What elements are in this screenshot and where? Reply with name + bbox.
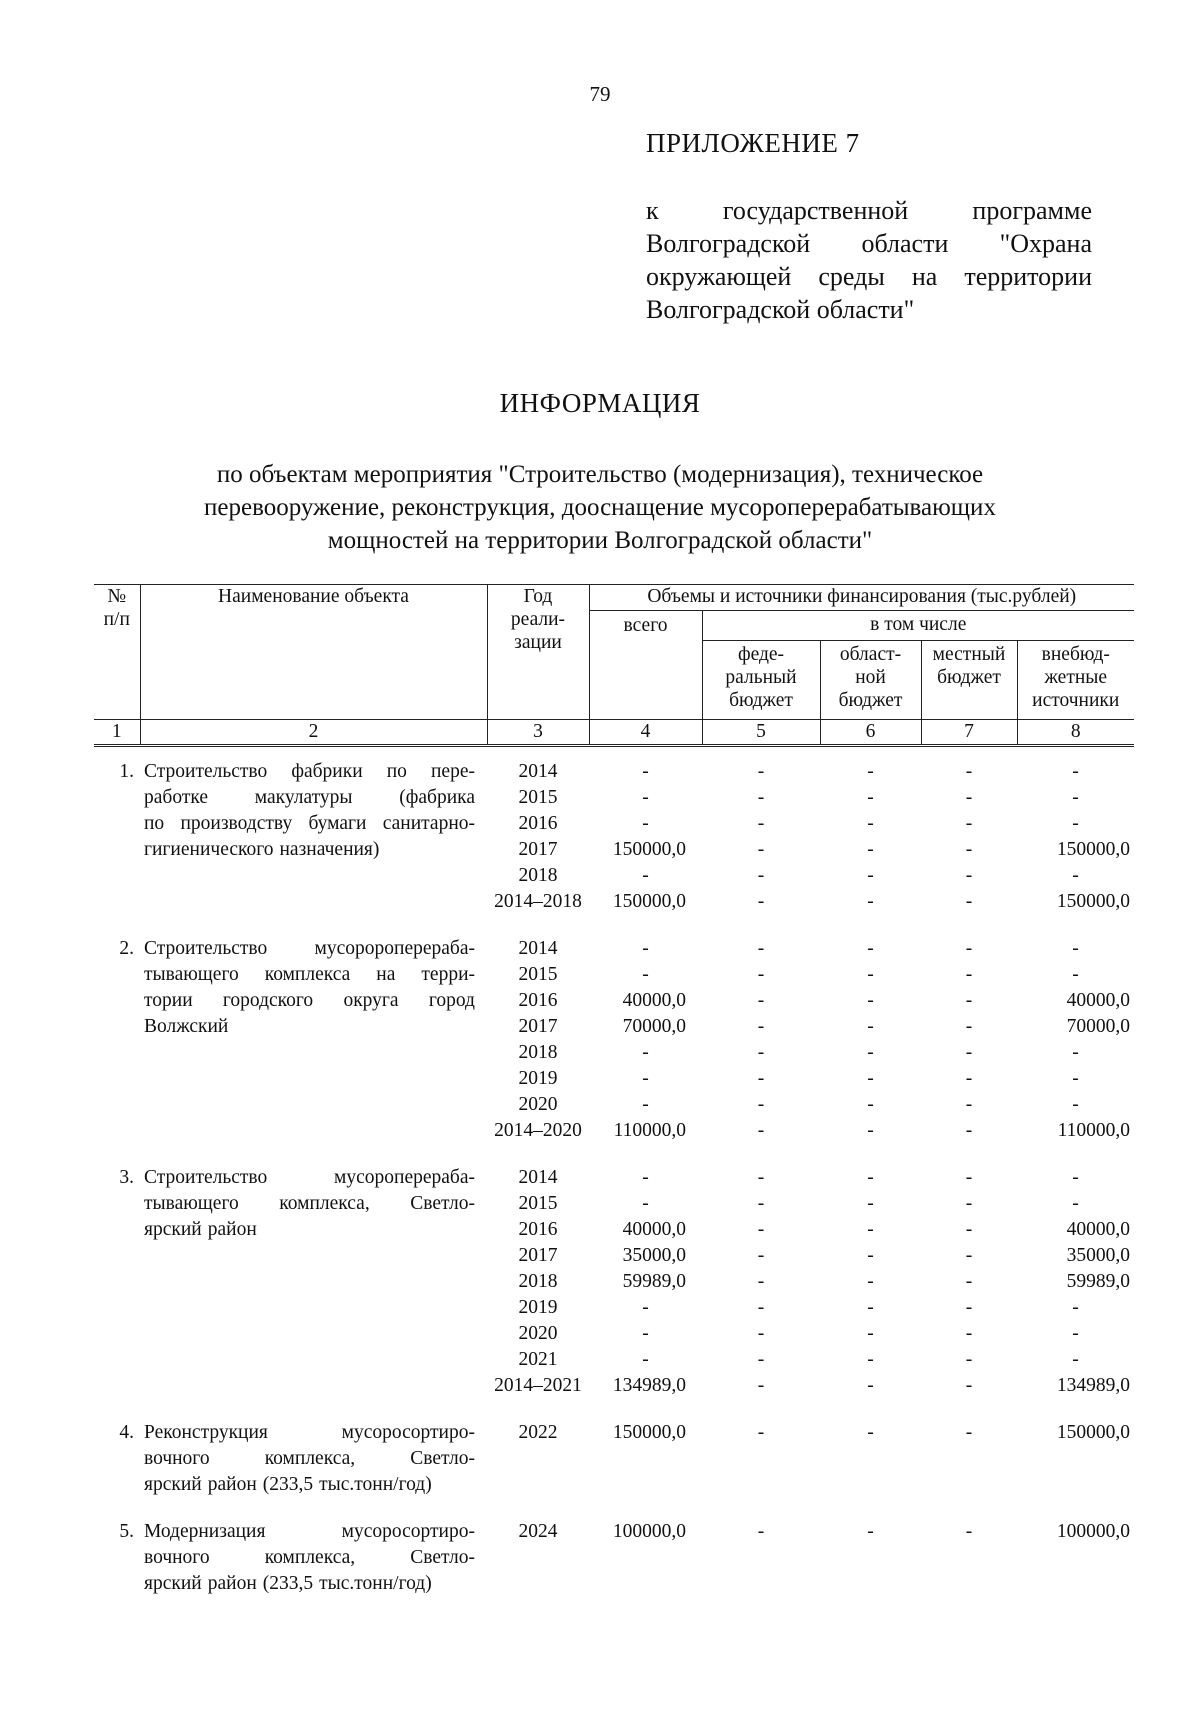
subtitle-line: по объектам мероприятия "Строительство (модернизация), техническое <box>216 461 984 488</box>
cell-local: - <box>965 1068 973 1089</box>
header-regional: област- ной бюджет <box>820 641 921 720</box>
column-number: 2 <box>140 720 487 746</box>
cell-total <box>589 1472 702 1498</box>
cell-regional: - <box>867 1297 874 1318</box>
cell-year: 2015 <box>518 1193 558 1214</box>
column-number: 8 <box>1017 720 1134 746</box>
cell-extra: - <box>1072 1193 1079 1214</box>
spacer-row <box>94 1399 1134 1420</box>
cell-year: 2014 <box>518 761 558 782</box>
cell-extra: - <box>1072 1167 1079 1188</box>
table-row <box>94 936 1134 962</box>
cell-local: - <box>965 1219 973 1240</box>
cell-total: - <box>642 865 649 886</box>
cell-total: - <box>642 1193 649 1214</box>
cell-extra <box>1017 1571 1134 1597</box>
table-row <box>94 1519 1134 1545</box>
cell-regional: - <box>867 938 874 959</box>
cell-local: - <box>965 813 973 834</box>
cell-federal: - <box>757 1422 765 1443</box>
cell-regional: - <box>867 891 874 912</box>
object-name-line: тории городского округа город <box>144 990 475 1011</box>
cell-year: 2015 <box>518 787 558 808</box>
cell-regional: - <box>867 1323 874 1344</box>
spacer-cell <box>94 1144 1134 1165</box>
cell-year: 2014 <box>518 938 558 959</box>
addressee-line: окружающей среды на территории <box>646 262 1092 291</box>
cell-local: - <box>965 1016 973 1037</box>
object-number: 4. <box>119 1422 134 1443</box>
addressee-line: Волгоградской области "Охрана <box>646 229 1092 258</box>
cell-local: - <box>965 1375 973 1396</box>
cell-extra: - <box>1072 761 1079 782</box>
cell-total: - <box>642 1068 649 1089</box>
cell-local: - <box>965 1422 973 1443</box>
cell-regional <box>820 1545 921 1571</box>
cell-year: 2017 <box>518 839 558 860</box>
cell-local <box>921 1472 1017 1498</box>
cell-total: - <box>642 787 649 808</box>
cell-year: 2020 <box>518 1094 558 1115</box>
cell-regional: - <box>867 1219 874 1240</box>
cell-year <box>487 1446 589 1472</box>
appendix-title: ПРИЛОЖЕНИЕ 7 <box>646 128 860 158</box>
cell-extra: 134989,0 <box>1056 1375 1130 1396</box>
column-number: 7 <box>921 720 1017 746</box>
cell-regional: - <box>867 787 874 808</box>
cell-regional: - <box>867 1094 874 1115</box>
object-name-line: работке макулатуры (фабрика <box>144 787 475 808</box>
funding-table <box>94 584 1134 1597</box>
cell-year: 2014–2018 <box>494 891 582 912</box>
cell-year: 2015 <box>518 964 558 985</box>
cell-extra: - <box>1072 964 1079 985</box>
cell-federal: - <box>757 891 765 912</box>
object-name-line: тывающего комплекса на терри- <box>144 964 475 985</box>
object-name-line: Строительство мусоророперераба- <box>144 938 475 959</box>
cell-extra: - <box>1072 813 1079 834</box>
cell-year: 2017 <box>518 1016 558 1037</box>
column-number: 6 <box>820 720 921 746</box>
cell-extra: 70000,0 <box>1066 1016 1130 1037</box>
column-number: 1 <box>94 720 140 746</box>
header-federal: феде- ральный бюджет <box>702 641 820 720</box>
cell-year: 2017 <box>518 1245 558 1266</box>
cell-extra: - <box>1072 1297 1079 1318</box>
cell-year: 2024 <box>518 1521 558 1542</box>
cell-federal <box>702 1472 820 1498</box>
cell-year: 2020 <box>518 1323 558 1344</box>
spacer-cell <box>94 746 1134 760</box>
cell-extra <box>1017 1446 1134 1472</box>
cell-total: - <box>642 1042 649 1063</box>
cell-total: - <box>642 1297 649 1318</box>
object-number: 5. <box>119 1521 134 1542</box>
header-extra: внебюд- жетные источники <box>1017 641 1134 720</box>
column-number: 4 <box>589 720 702 746</box>
cell-year: 2016 <box>518 813 558 834</box>
spacer-cell <box>94 1498 1134 1519</box>
cell-year: 2018 <box>518 865 558 886</box>
cell-local: - <box>965 1167 973 1188</box>
spacer-cell <box>94 1399 1134 1420</box>
document-subtitle <box>100 458 1100 557</box>
cell-federal: - <box>757 1349 765 1370</box>
cell-local: - <box>965 891 973 912</box>
cell-total: - <box>642 1094 649 1115</box>
object-name-line: Строительство мусороперераба- <box>144 1167 475 1188</box>
cell-federal: - <box>757 1219 765 1240</box>
cell-total: - <box>642 964 649 985</box>
cell-total: 35000,0 <box>622 1245 686 1266</box>
cell-extra: 110000,0 <box>1057 1120 1130 1141</box>
cell-regional: - <box>867 839 874 860</box>
table-body <box>94 746 1134 1598</box>
object-name <box>140 1420 487 1498</box>
cell-extra: 150000,0 <box>1056 891 1130 912</box>
cell-regional: - <box>867 1167 874 1188</box>
cell-federal <box>702 1571 820 1597</box>
cell-total: - <box>642 761 649 782</box>
cell-total: 134989,0 <box>612 1375 686 1396</box>
cell-extra: - <box>1072 1323 1079 1344</box>
spacer-row <box>94 746 1134 760</box>
cell-total: 100000,0 <box>612 1521 686 1542</box>
cell-regional: - <box>867 1042 874 1063</box>
cell-local: - <box>965 938 973 959</box>
cell-total: - <box>642 938 649 959</box>
page-number: 79 <box>589 82 611 106</box>
cell-federal: - <box>757 787 765 808</box>
cell-regional: - <box>867 761 874 782</box>
cell-federal: - <box>757 839 765 860</box>
cell-local: - <box>965 964 973 985</box>
cell-year: 2014–2020 <box>494 1120 582 1141</box>
cell-federal: - <box>757 1193 765 1214</box>
cell-federal: - <box>757 1245 765 1266</box>
cell-federal: - <box>757 1375 765 1396</box>
cell-total <box>589 1545 702 1571</box>
cell-regional: - <box>867 1120 874 1141</box>
header-funding: Объемы и источники финансирования (тыс.рублей) <box>589 585 1134 611</box>
cell-extra: 40000,0 <box>1066 990 1130 1011</box>
cell-year: 2022 <box>518 1422 558 1443</box>
cell-federal: - <box>757 865 765 886</box>
table-row <box>94 759 1134 785</box>
cell-year: 2014–2021 <box>494 1375 582 1396</box>
cell-extra: - <box>1072 1068 1079 1089</box>
cell-local: - <box>965 1349 973 1370</box>
cell-federal: - <box>757 1068 765 1089</box>
cell-regional: - <box>867 1193 874 1214</box>
cell-regional: - <box>867 1271 874 1292</box>
object-name-line: ярский район <box>144 1219 257 1240</box>
cell-local: - <box>965 1042 973 1063</box>
cell-regional <box>820 1446 921 1472</box>
object-name-line: Реконструкция мусоросортиро- <box>144 1422 475 1443</box>
subtitle-line: мощностей на территории Волгоградской области" <box>327 527 873 554</box>
cell-federal: - <box>757 964 765 985</box>
header-year: Год реали- зации <box>487 585 589 720</box>
cell-regional: - <box>867 1016 874 1037</box>
object-name-line: вочного комплекса, Светло- <box>144 1547 475 1568</box>
cell-federal: - <box>757 1120 765 1141</box>
spacer-row <box>94 1498 1134 1519</box>
cell-total <box>589 1571 702 1597</box>
cell-extra: 150000,0 <box>1056 1422 1130 1443</box>
cell-extra: - <box>1072 1094 1079 1115</box>
cell-total: 110000,0 <box>613 1120 686 1141</box>
spacer-cell <box>94 915 1134 936</box>
cell-total: 70000,0 <box>622 1016 686 1037</box>
cell-local: - <box>965 990 973 1011</box>
subtitle-line: перевооружение, реконструкция, дооснащение мусороперерабатывающих <box>204 494 996 521</box>
cell-local: - <box>965 1120 973 1141</box>
cell-federal: - <box>757 1297 765 1318</box>
cell-local: - <box>965 787 973 808</box>
cell-local <box>921 1446 1017 1472</box>
cell-regional <box>820 1472 921 1498</box>
cell-extra: - <box>1072 938 1079 959</box>
cell-regional: - <box>867 964 874 985</box>
cell-local: - <box>965 1323 973 1344</box>
cell-federal: - <box>757 1271 765 1292</box>
document-title: ИНФОРМАЦИЯ <box>499 388 701 418</box>
object-name <box>140 936 487 1144</box>
cell-federal: - <box>757 1042 765 1063</box>
cell-federal: - <box>757 1094 765 1115</box>
cell-extra: - <box>1072 865 1079 886</box>
cell-federal <box>702 1446 820 1472</box>
cell-federal: - <box>757 938 765 959</box>
cell-total: 59989,0 <box>622 1271 686 1292</box>
cell-extra: 150000,0 <box>1056 839 1130 860</box>
addressee-block <box>646 194 1092 326</box>
cell-regional: - <box>867 865 874 886</box>
spacer-row <box>94 915 1134 936</box>
cell-total: 150000,0 <box>612 891 686 912</box>
cell-federal: - <box>757 761 765 782</box>
cell-regional: - <box>867 1245 874 1266</box>
cell-federal: - <box>757 1016 765 1037</box>
cell-year <box>487 1545 589 1571</box>
cell-total: 40000,0 <box>622 990 686 1011</box>
object-number: 1. <box>119 761 134 782</box>
header-local: местный бюджет <box>921 641 1017 720</box>
cell-year: 2014 <box>518 1167 558 1188</box>
cell-total: 40000,0 <box>622 1219 686 1240</box>
cell-regional <box>820 1571 921 1597</box>
cell-local <box>921 1571 1017 1597</box>
cell-extra: - <box>1072 787 1079 808</box>
cell-extra: 100000,0 <box>1056 1521 1130 1542</box>
cell-local: - <box>965 1297 973 1318</box>
object-name <box>140 759 487 915</box>
header-including: в том числе <box>702 611 1134 641</box>
table-row <box>94 1165 1134 1191</box>
object-name-line: Строительство фабрики по пере- <box>144 761 475 782</box>
cell-regional: - <box>867 1422 874 1443</box>
cell-regional: - <box>867 990 874 1011</box>
cell-year: 2019 <box>518 1068 558 1089</box>
cell-federal <box>702 1545 820 1571</box>
cell-local: - <box>965 1521 973 1542</box>
cell-extra: 35000,0 <box>1066 1245 1130 1266</box>
cell-year: 2016 <box>518 990 558 1011</box>
cell-local: - <box>965 1245 973 1266</box>
cell-total <box>589 1446 702 1472</box>
cell-total: - <box>642 813 649 834</box>
cell-federal: - <box>757 1167 765 1188</box>
cell-year: 2021 <box>518 1349 558 1370</box>
cell-extra: - <box>1072 1042 1079 1063</box>
cell-extra: - <box>1072 1349 1079 1370</box>
cell-local: - <box>965 1271 973 1292</box>
cell-local <box>921 1545 1017 1571</box>
cell-regional: - <box>867 1521 874 1542</box>
header-total: всего <box>589 611 702 720</box>
cell-total: - <box>642 1349 649 1370</box>
cell-extra: 40000,0 <box>1066 1219 1130 1240</box>
cell-year: 2019 <box>518 1297 558 1318</box>
cell-total: 150000,0 <box>612 1422 686 1443</box>
object-number: 3. <box>119 1167 134 1188</box>
cell-federal: - <box>757 1521 765 1542</box>
cell-local: - <box>965 839 973 860</box>
cell-local: - <box>965 1193 973 1214</box>
cell-total: - <box>642 1167 649 1188</box>
object-name-line: по производству бумаги санитарно- <box>144 813 475 834</box>
cell-federal: - <box>757 813 765 834</box>
object-name-line: ярский район (233,5 тыс.тонн/год) <box>144 1474 432 1495</box>
column-number: 5 <box>702 720 820 746</box>
cell-year <box>487 1571 589 1597</box>
cell-extra <box>1017 1472 1134 1498</box>
cell-federal: - <box>757 990 765 1011</box>
cell-total: - <box>642 1323 649 1344</box>
cell-regional: - <box>867 1349 874 1370</box>
cell-year: 2018 <box>518 1271 558 1292</box>
cell-local: - <box>965 1094 973 1115</box>
cell-extra: 59989,0 <box>1066 1271 1130 1292</box>
table-row <box>94 1420 1134 1446</box>
addressee-line: к государственной программе <box>646 196 1092 225</box>
cell-regional: - <box>867 1375 874 1396</box>
header-num: № п/п <box>94 585 140 720</box>
cell-federal: - <box>757 1323 765 1344</box>
addressee-line: Волгоградской области" <box>646 295 915 324</box>
object-name-line: гигиенического назначения) <box>144 839 380 860</box>
cell-local: - <box>965 865 973 886</box>
cell-year: 2018 <box>518 1042 558 1063</box>
cell-regional: - <box>867 813 874 834</box>
object-name <box>140 1519 487 1597</box>
object-name-line: Модернизация мусоросортиро- <box>144 1521 475 1542</box>
object-name <box>140 1165 487 1399</box>
object-name-line: ярский район (233,5 тыс.тонн/год) <box>144 1573 432 1594</box>
cell-local: - <box>965 761 973 782</box>
column-number: 3 <box>487 720 589 746</box>
object-name-line: вочного комплекса, Светло- <box>144 1448 475 1469</box>
cell-year <box>487 1472 589 1498</box>
object-number: 2. <box>119 938 134 959</box>
spacer-row <box>94 1144 1134 1165</box>
cell-year: 2016 <box>518 1219 558 1240</box>
cell-extra <box>1017 1545 1134 1571</box>
object-name-line: Волжский <box>144 1016 229 1037</box>
header-name: Наименование объекта <box>140 585 487 720</box>
cell-total: 150000,0 <box>612 839 686 860</box>
cell-regional: - <box>867 1068 874 1089</box>
object-name-line: тывающего комплекса, Светло- <box>144 1193 475 1214</box>
